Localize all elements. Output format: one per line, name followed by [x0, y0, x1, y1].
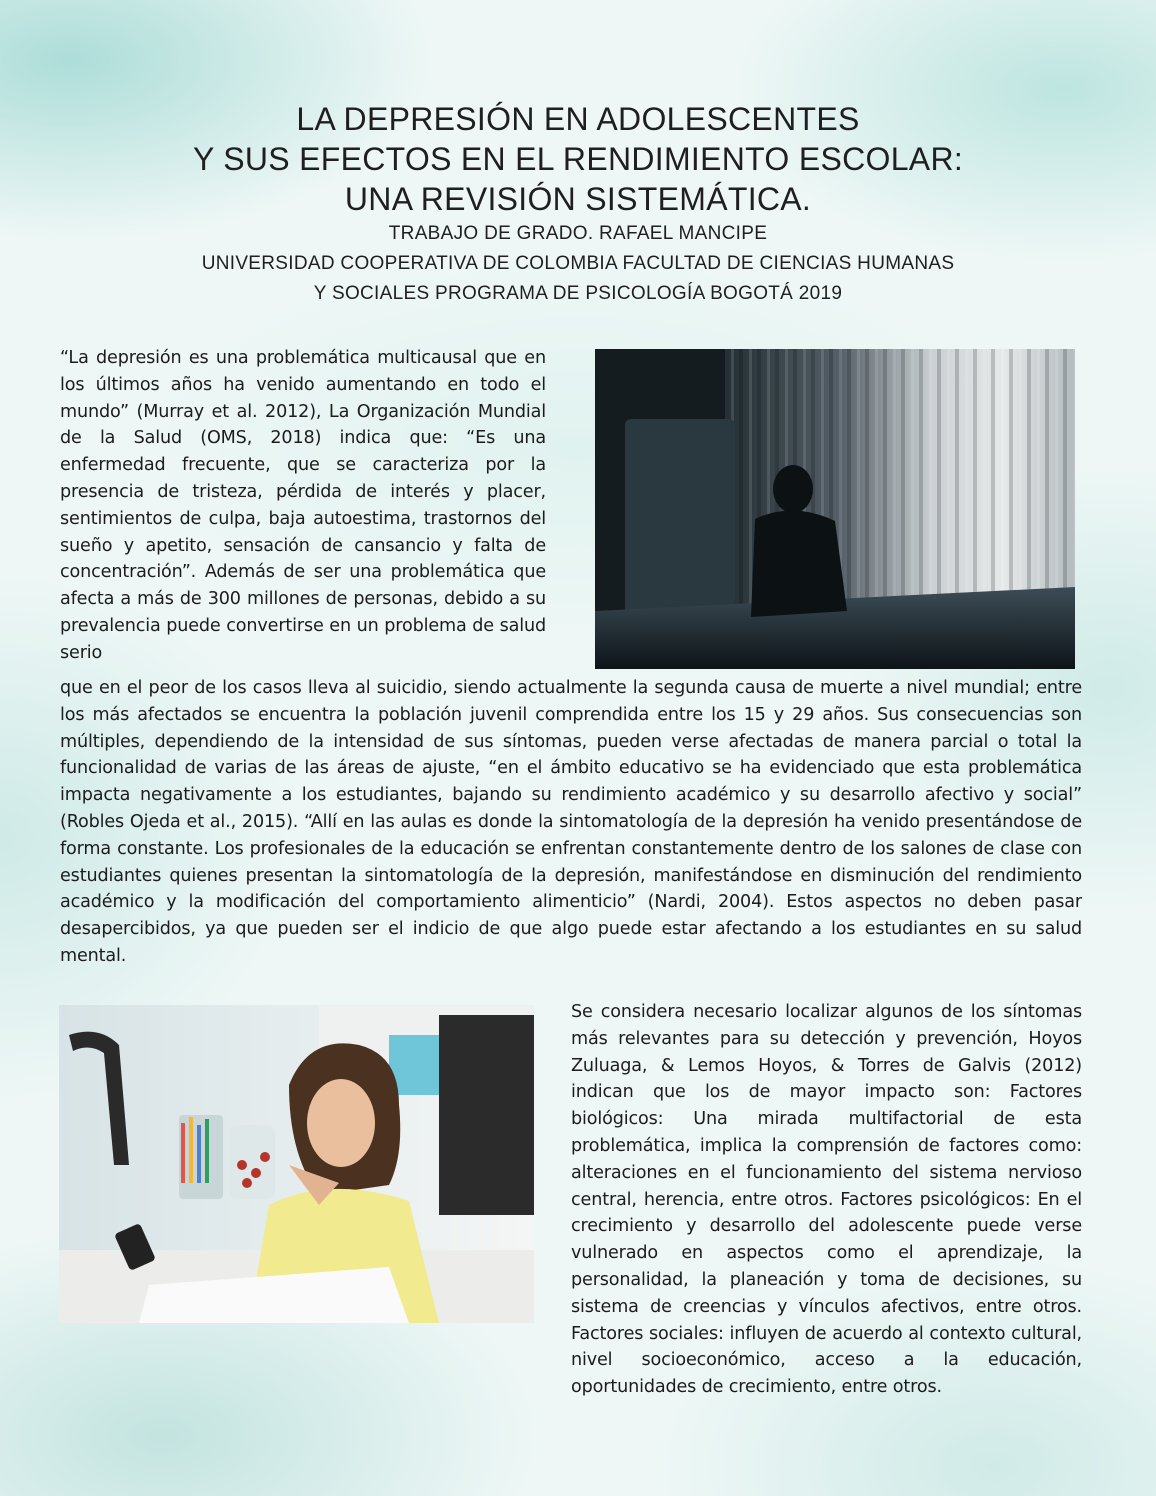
subtitle-line-1: TRABAJO DE GRADO. RAFAEL MANCIPE	[388, 223, 768, 244]
main-paragraph: que en el peor de los casos lleva al suicidio, siendo actualmente la segunda causa de muerte a nivel mundial; entre los más afectados se encuentra la población juvenil comprendida entre los 15 y 29 años. Sus consecuencias son múltiples, dependiendo de la intensidad de sus síntomas, pueden verse afectadas de manera parcial o total la funcionalidad de varias de las áreas de ajuste, “en el ámbito educativo se ha evidenciado que esta problemática impacta negativamente a los estudiantes, bajando su rendimiento académico y su desarrollo afectivo y social” (Robles Ojeda et al., 2015). “Allí en las aulas es donde la sintomatología de la depresión ha venido presentándose de forma constante. Los profesionales de la educación se enfrentan constantemente dentro de los salones de clase con estudiantes quienes presentan la sintomatología de la depresión, manifestándose en disminución del rendimiento académico y la modificación del comportamiento alimenticio” (Nardi, 2004). Estos aspectos no deben pasar desapercibidos, ya que pueden ser el indicio de que algo puede estar afectando a los estudiantes en su salud mental.	[60, 678, 1082, 966]
title-line-2: Y SUS EFECTOS EN EL RENDIMIENTO ESCOLAR:	[192, 141, 964, 177]
title-line-1: LA DEPRESIÓN EN ADOLESCENTES	[296, 101, 860, 137]
photo-student-desk-icon	[59, 1005, 534, 1323]
subtitle-line-3: Y SOCIALES PROGRAMA DE PSICOLOGÍA BOGOTÁ 2019	[313, 283, 843, 304]
student-desk-photo	[59, 1005, 534, 1323]
factors-paragraph: Se considera necesario localizar algunos de los síntomas más relevantes para su detección y prevención, Hoyos Zuluaga, & Lemos Hoyos, & Torres de Galvis (2012) indican que los de mayor impacto son: Factores biológicos: Una mirada multifactorial de esta problemática, implica la comprensión de factores como: alteraciones en el funcionamiento del sistema nervioso central, herencia, entre otros. Factores psicológicos: En el crecimiento y desarrollo del adolescente puede verse vulnerado en aspectos como el aprendizaje, la personalidad, la planeación y toma de decisiones, su sistema de creencias y vínculos afectivos, entre otros. Factores sociales: influyen de acuerdo al contexto cultural, nivel socioeconómico, acceso a la educación, oportunidades de crecimiento, entre otros.	[571, 1002, 1082, 1398]
title-line-3: UNA REVISIÓN SISTEMÁTICA.	[344, 181, 812, 217]
subtitle-line-2: UNIVERSIDAD COOPERATIVA DE COLOMBIA FACULTAD DE CIENCIAS HUMANAS	[201, 253, 955, 274]
intro-paragraph: “La depresión es una problemática multicausal que en los últimos años ha venido aumentando en todo el mundo” (Murray et al. 2012), La Organización Mundial de la Salud (OMS, 2018) indica que: “Es una enfermedad frecuente, que se caracteriza por la presencia de tristeza, pérdida de interés y placer, sentimientos de culpa, baja autoestima, trastornos del sueño y apetito, sensación de cansancio y falta de concentración”. Además de ser una problemática que afecta a más de 300 millones de personas, debido a su prevalencia puede convertirse en un problema de salud serio	[60, 348, 546, 663]
silhouette-bedroom-photo	[595, 349, 1075, 669]
photo-silhouette-bedroom-icon	[595, 349, 1075, 669]
